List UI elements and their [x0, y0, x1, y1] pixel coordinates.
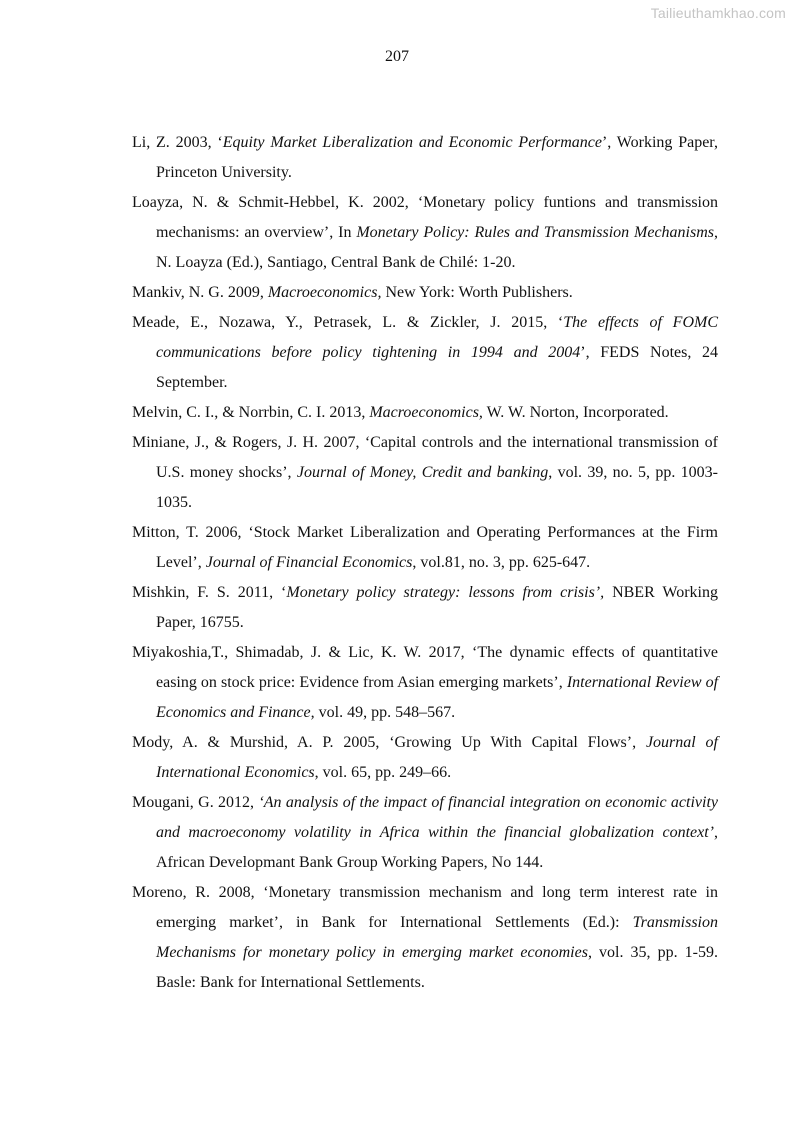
reference-text: , African Developmant Bank Group Working Papers, No 144.: [156, 824, 718, 871]
reference-text: , vol. 65, pp. 249–66.: [314, 764, 452, 781]
reference-text: vol. 49, pp. 548–567.: [314, 704, 456, 721]
reference-title-italic: Macroeconomics,: [267, 284, 382, 301]
reference-text: Miyakoshia,T., Shimadab, J. & Lic, K. W. 2017, ‘The dynamic effects of quantitative easing on stock price: Evidence from Asian emerging markets’,: [132, 644, 718, 691]
reference-text: , vol. 39, no. 5, pp. 1003-1035.: [156, 464, 718, 511]
reference-entry: [132, 578, 718, 638]
reference-entry: [132, 728, 718, 788]
reference-text: , vol.81, no. 3, pp. 625-647.: [412, 554, 591, 571]
reference-text: Mody, A. & Murshid, A. P. 2005, ‘Growing Up With Capital Flows’,: [132, 734, 646, 751]
reference-entry: [132, 188, 718, 278]
reference-title-italic: Journal of Financial Economics: [205, 554, 413, 571]
reference-title-italic: ‘An analysis of the impact of financial integration on economic activity and macroeconomy volatility in Africa within the financial globalization context’: [156, 794, 719, 841]
reference-text: W. W. Norton, Incorporated.: [482, 404, 669, 421]
reference-text: Mishkin, F. S. 2011, ‘: [132, 584, 287, 601]
reference-list: [132, 128, 718, 998]
reference-entry: [132, 878, 718, 998]
reference-entry: [132, 278, 718, 308]
reference-title-italic: Transmission Mechanisms for monetary policy in emerging market economies: [156, 914, 718, 961]
reference-entry: [132, 428, 718, 518]
reference-text: Mitton, T. 2006, ‘Stock Market Liberalization and Operating Performances at the Firm Level’,: [132, 524, 718, 571]
reference-text: ’, FEDS Notes, 24 September.: [156, 344, 719, 391]
reference-text: , vol. 35, pp. 1-59. Basle: Bank for International Settlements.: [156, 944, 719, 991]
reference-text: Meade, E., Nozawa, Y., Petrasek, L. & Zickler, J. 2015, ‘: [132, 314, 564, 331]
reference-text: Mougani, G. 2012,: [132, 794, 259, 811]
reference-title-italic: Monetary policy strategy: lessons from crisis’,: [286, 584, 605, 601]
reference-title-italic: International Review of Economics and Finance,: [156, 674, 719, 721]
reference-entry: [132, 518, 718, 578]
reference-entry: [132, 128, 718, 188]
reference-text: Li, Z. 2003, ‘: [132, 134, 223, 151]
reference-text: Loayza, N. & Schmit-Hebbel, K. 2002, ‘Monetary policy funtions and transmission mechanisms: an overview’, In: [132, 194, 718, 241]
reference-title-italic: Monetary Policy: Rules and Transmission Mechanisms: [356, 224, 714, 241]
reference-entry: [132, 398, 718, 428]
reference-text: New York: Worth Publishers.: [381, 284, 573, 301]
reference-title-italic: Macroeconomics,: [369, 404, 483, 421]
reference-entry: [132, 788, 718, 878]
reference-title-italic: The effects of FOMC communications before policy tightening in 1994 and 2004: [156, 314, 718, 361]
reference-title-italic: Journal of Money, Credit and banking: [296, 464, 549, 481]
reference-title-italic: Equity Market Liberalization and Economic Performance: [222, 134, 602, 151]
reference-text: NBER Working Paper, 16755.: [156, 584, 719, 631]
page-number: 207: [385, 48, 409, 65]
reference-text: ’, Working Paper, Princeton University.: [156, 134, 718, 181]
reference-text: Miniane, J., & Rogers, J. H. 2007, ‘Capital controls and the international transmission of U.S. money shocks’,: [132, 434, 718, 481]
reference-text: Melvin, C. I., & Norrbin, C. I. 2013,: [132, 404, 370, 421]
reference-entry: [132, 308, 718, 398]
watermark-text: Tailieuthamkhao.com: [650, 5, 786, 21]
reference-text: Moreno, R. 2008, ‘Monetary transmission mechanism and long term interest rate in emerging market’, in Bank for International Settlements (Ed.):: [132, 884, 718, 931]
reference-text: Mankiv, N. G. 2009,: [132, 284, 268, 301]
reference-entry: [132, 638, 718, 728]
reference-text: , N. Loayza (Ed.), Santiago, Central Bank de Chilé: 1-20.: [156, 224, 718, 271]
reference-title-italic: Journal of International Economics: [156, 734, 718, 781]
